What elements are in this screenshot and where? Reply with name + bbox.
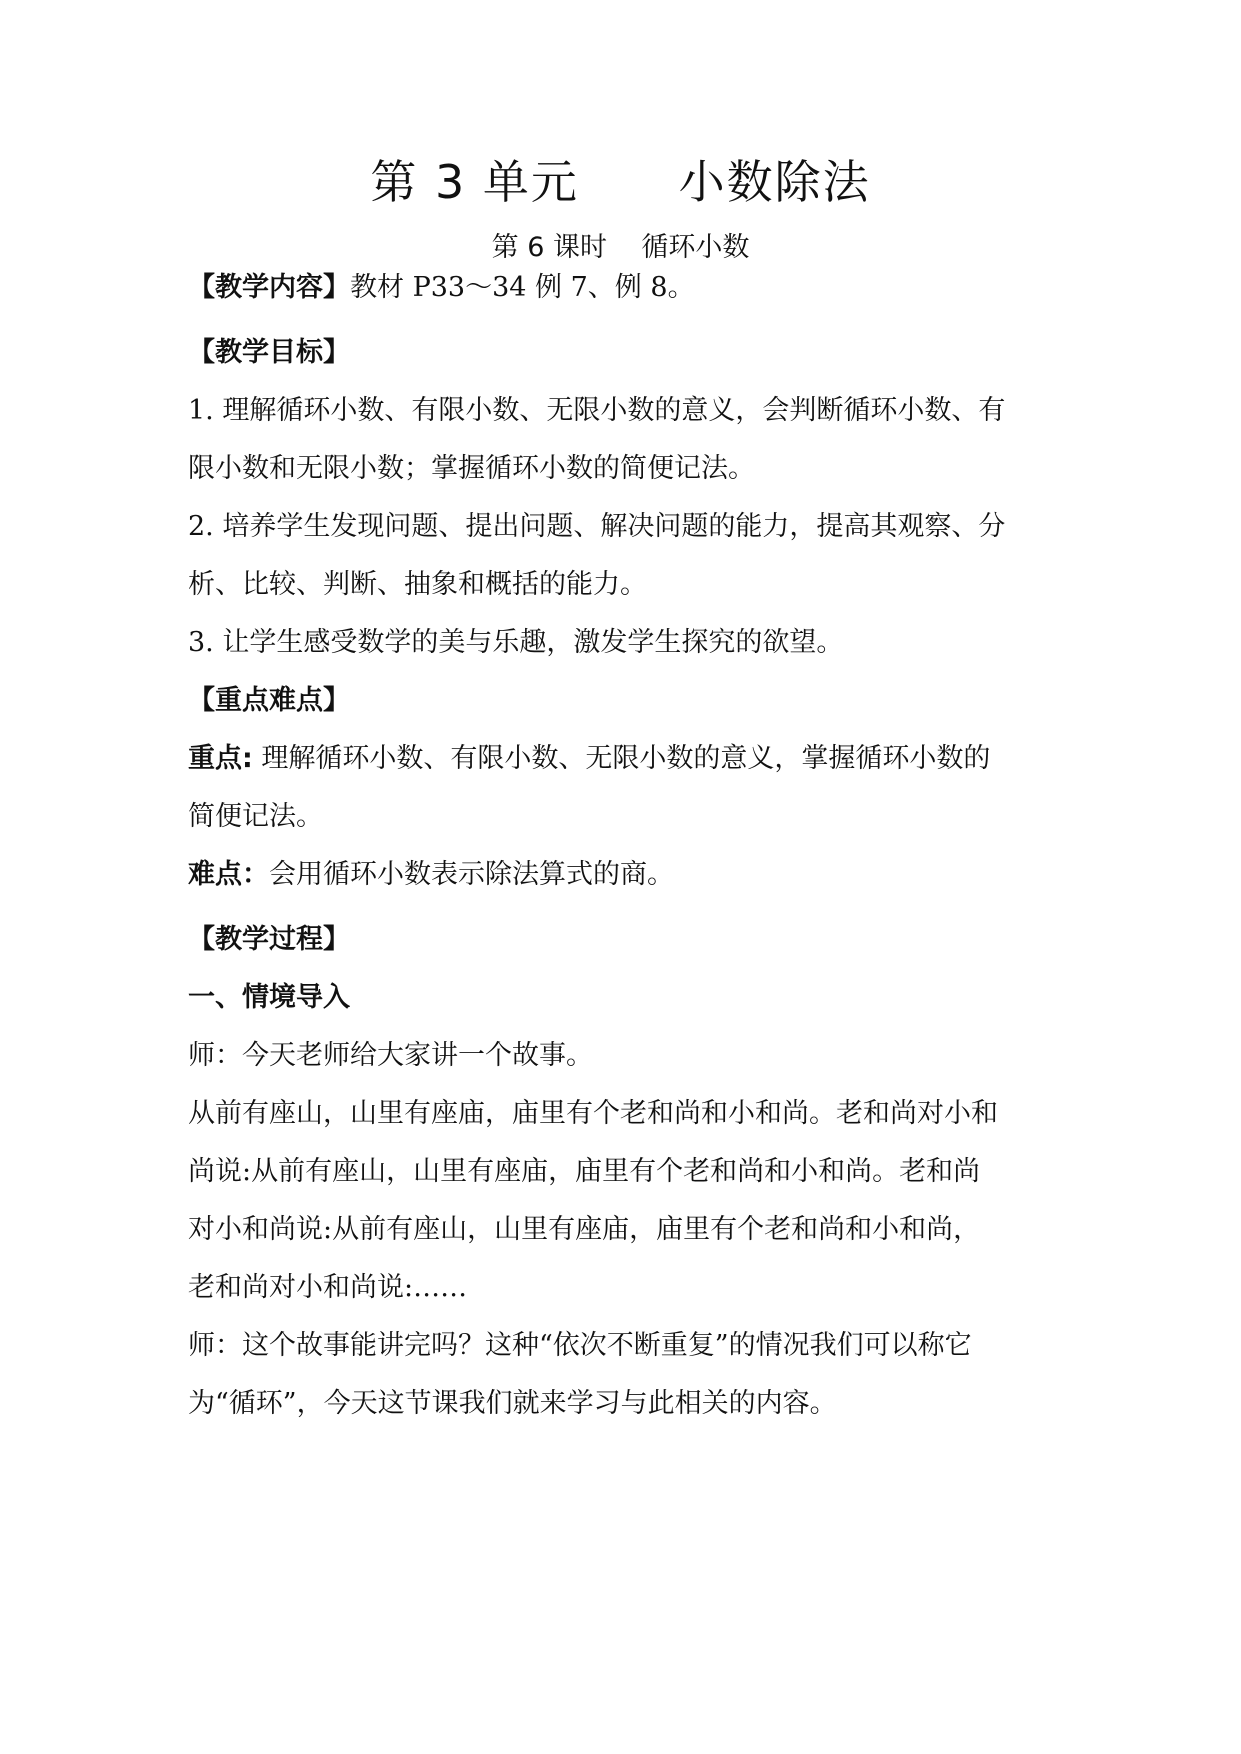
diff-text: 会用循环小数表示除法算式的商。: [269, 859, 674, 890]
process-heading: 【教学过程】: [188, 924, 350, 955]
question-line2: 为“循环”，今天这节课我们就来学习与此相关的内容。: [188, 1388, 837, 1419]
story-line2: 尚说:从前有座山，山里有座庙，庙里有个老和尚和小和尚。老和尚: [188, 1156, 981, 1187]
section1-heading: 一、情境导入: [188, 982, 350, 1013]
goal3-line1: 3. 让学生感受数学的美与乐趣，激发学生探究的欲望。: [188, 627, 844, 658]
teacher-intro: 师：今天老师给大家讲一个故事。: [188, 1040, 593, 1071]
key-label: 重点:: [188, 743, 253, 774]
story-line1: 从前有座山，山里有座庙，庙里有个老和尚和小和尚。老和尚对小和: [188, 1098, 998, 1129]
difficult-point: [188, 855, 1068, 895]
diff-label: 难点：: [188, 859, 269, 890]
key-line2: 简便记法。: [188, 801, 323, 832]
lesson-subtitle: 第 6 课时 循环小数: [491, 232, 750, 263]
goals-heading: 【教学目标】: [188, 337, 350, 368]
story-line4: 老和尚对小和尚说:……: [188, 1272, 468, 1303]
content-label: 【教学内容】: [188, 272, 350, 303]
key-heading: 【重点难点】: [188, 685, 350, 716]
question-line1: 师：这个故事能讲完吗？这种“依次不断重复”的情况我们可以称它: [188, 1330, 972, 1361]
goal2-line2: 析、比较、判断、抽象和概括的能力。: [188, 569, 647, 600]
teaching-content: [188, 268, 1068, 308]
key-point: [188, 739, 1068, 779]
unit-title: 第 3 单元 小数除法: [370, 155, 871, 209]
goal1-line1: 1. 理解循环小数、有限小数、无限小数的意义，会判断循环小数、有: [188, 395, 1006, 426]
goal1-line2: 限小数和无限小数；掌握循环小数的简便记法。: [188, 453, 755, 484]
goal2-line1: 2. 培养学生发现问题、提出问题、解决问题的能力，提高其观察、分: [188, 511, 1006, 542]
key-text: 理解循环小数、有限小数、无限小数的意义，掌握循环小数的: [252, 743, 991, 774]
content-text: 教材 P33～34 例 7、例 8。: [350, 272, 695, 303]
story-line3: 对小和尚说:从前有座山，山里有座庙，庙里有个老和尚和小和尚，: [188, 1214, 981, 1245]
